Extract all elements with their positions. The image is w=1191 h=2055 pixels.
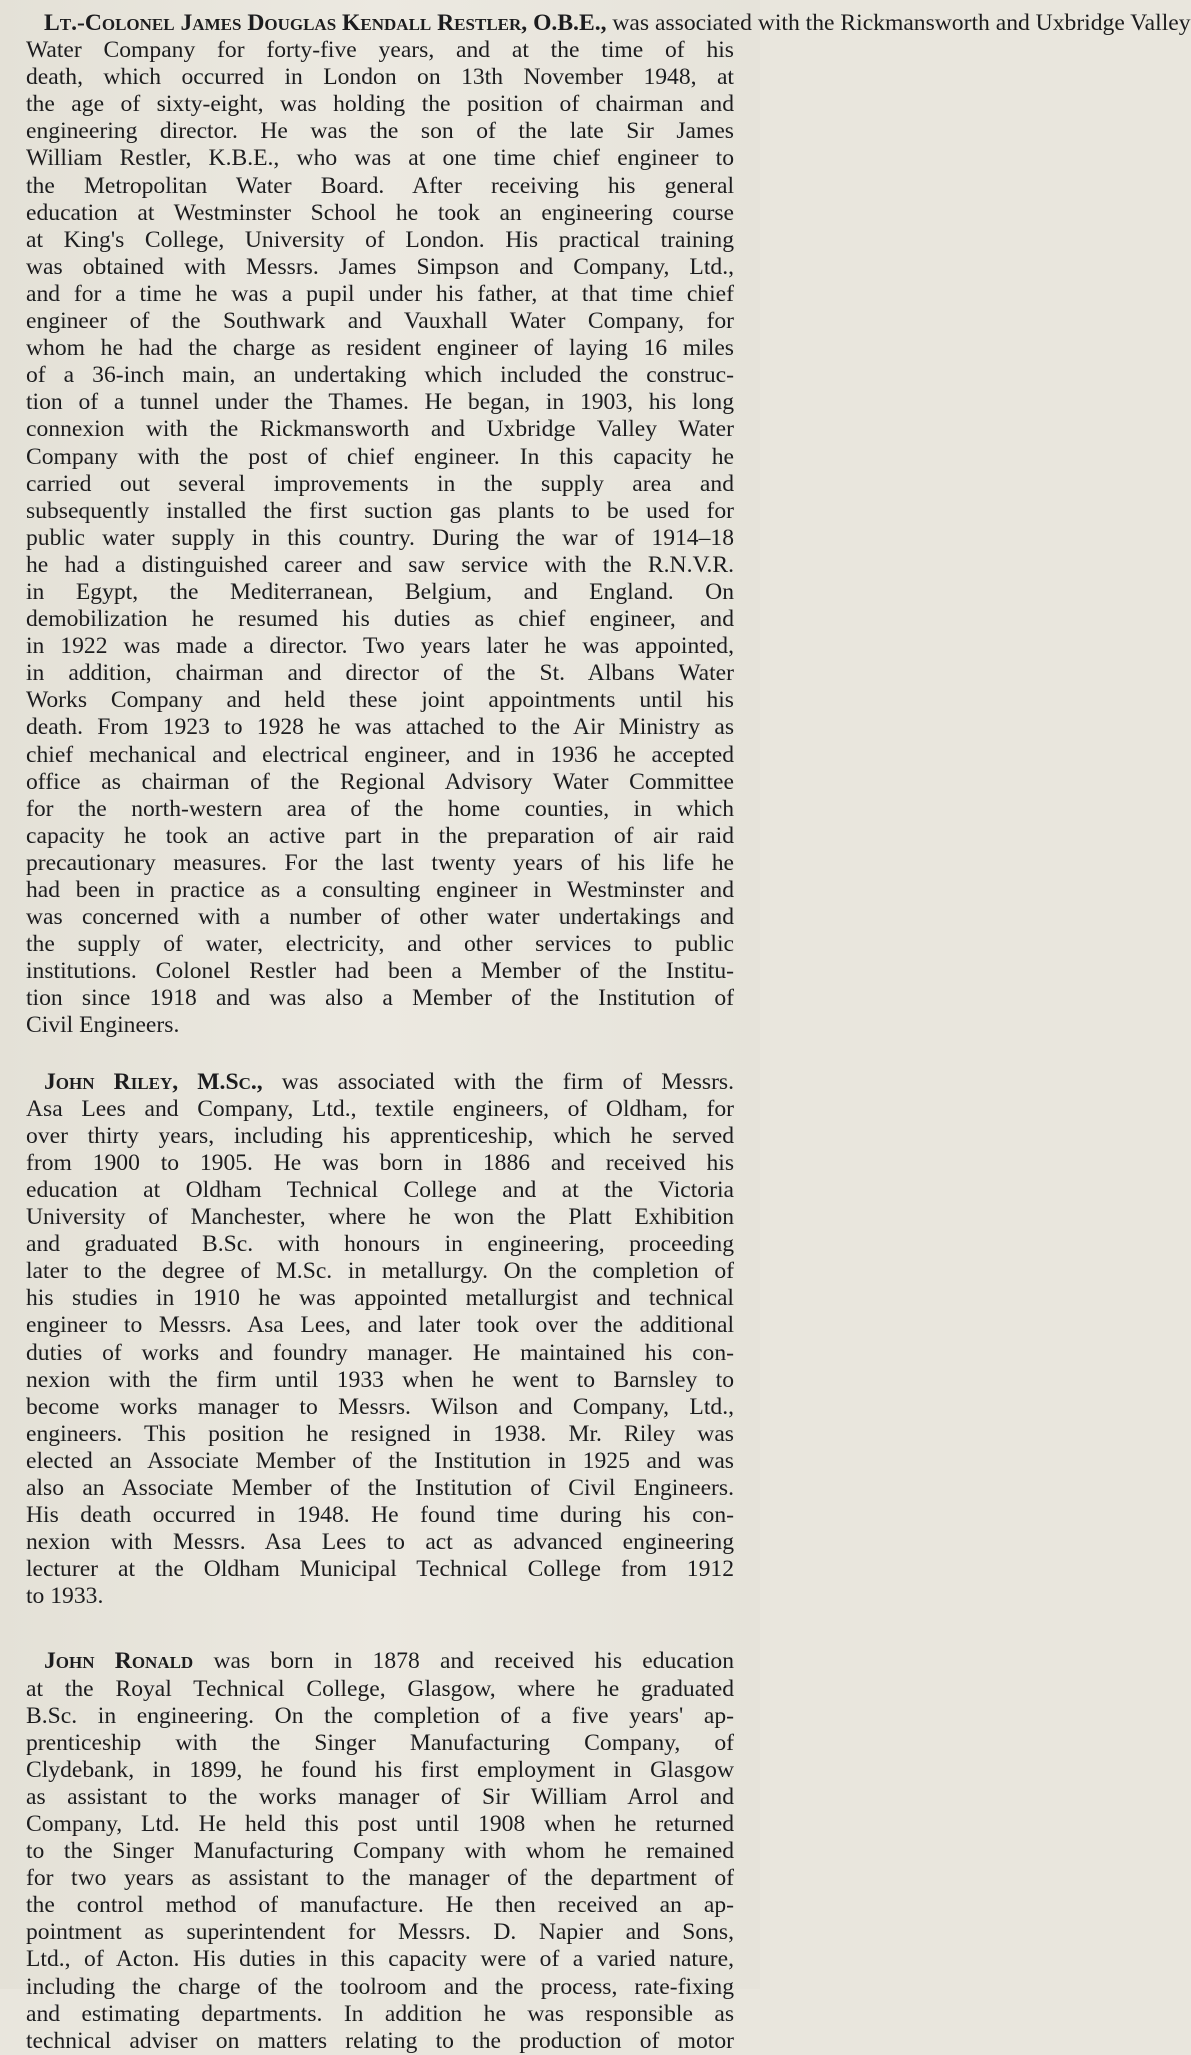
text-line bbox=[26, 1892, 734, 1919]
line-text: engineers. This position he resigned in 1938. Mr. Riley was bbox=[26, 1420, 734, 1447]
line-text: tion since 1918 and was also a Member of the Institution of bbox=[26, 985, 734, 1012]
text-line bbox=[26, 145, 734, 172]
line-text: Water Company for forty-five years, and at the time of his bbox=[26, 37, 734, 64]
line-text: at King's College, University of London. His practical training bbox=[26, 226, 734, 253]
line-text: in Egypt, the Mediterranean, Belgium, and England. On bbox=[26, 578, 734, 605]
text-line bbox=[26, 335, 734, 362]
text-line bbox=[26, 1123, 734, 1150]
line-text: engineer to Messrs. Asa Lees, and later took over the additional bbox=[26, 1312, 734, 1339]
text-line bbox=[26, 796, 734, 823]
line-text: William Restler, K.B.E., who was at one time chief engineer to bbox=[26, 145, 734, 172]
line-text: Works Company and held these joint appointments until his bbox=[26, 687, 734, 714]
line-text: the age of sixty-eight, was holding the position of chairman and bbox=[26, 91, 734, 118]
text-line bbox=[26, 1583, 734, 1610]
text-line bbox=[26, 823, 734, 850]
text-line bbox=[26, 1340, 734, 1367]
text-line bbox=[26, 118, 734, 145]
text-line bbox=[26, 389, 734, 416]
line-text: public water supply in this country. During the war of 1914–18 bbox=[26, 524, 734, 551]
line-text: prenticeship with the Singer Manufacturing Company, of bbox=[26, 1729, 734, 1756]
text-line bbox=[26, 1502, 734, 1529]
obituary-entry-riley bbox=[26, 1069, 734, 1611]
line-text: over thirty years, including his apprenticeship, which he served bbox=[26, 1122, 734, 1149]
line-text: also an Associate Member of the Institution of Civil Engineers. bbox=[26, 1474, 734, 1501]
line-text: education at Oldham Technical College and at the Victoria bbox=[26, 1176, 734, 1203]
line-text: carried out several improvements in the supply area and bbox=[26, 470, 734, 497]
text-line bbox=[26, 769, 734, 796]
line-text: engineer of the Southwark and Vauxhall Water Company, for bbox=[26, 308, 734, 335]
text-line bbox=[26, 227, 734, 254]
text-line bbox=[26, 308, 734, 335]
text-line bbox=[26, 2001, 734, 2028]
text-line bbox=[26, 10, 1191, 37]
line-text: Asa Lees and Company, Ltd., textile engineers, of Oldham, for bbox=[26, 1095, 734, 1122]
text-line bbox=[26, 850, 734, 877]
line-text: was born in 1878 and received his education bbox=[193, 1648, 734, 1675]
person-name: Lt.-Colonel James Douglas Kendall Restler, O.B.E., bbox=[44, 10, 607, 36]
line-text: nexion with the firm until 1933 when he went to Barnsley to bbox=[26, 1366, 734, 1393]
line-text: capacity he took an active part in the preparation of air raid bbox=[26, 822, 734, 849]
text-line bbox=[26, 1757, 734, 1784]
line-text: subsequently installed the first suction gas plants to be used for bbox=[26, 497, 734, 524]
text-line bbox=[26, 2028, 734, 2055]
text-line bbox=[26, 91, 734, 118]
line-text: had been in practice as a consulting engineer in Westminster and bbox=[26, 877, 734, 903]
text-line bbox=[26, 985, 734, 1012]
text-line bbox=[26, 498, 734, 525]
line-text: Company, Ltd. He held this post until 1908 when he returned bbox=[26, 1811, 734, 1837]
text-line bbox=[26, 1946, 734, 1973]
text-line bbox=[26, 687, 734, 714]
text-line bbox=[26, 1394, 734, 1421]
text-line bbox=[26, 579, 734, 606]
text-line bbox=[26, 444, 734, 471]
line-text: to 1933. bbox=[26, 1583, 104, 1610]
line-text: Clydebank, in 1899, he found his first employment in Glasgow bbox=[26, 1756, 734, 1783]
text-line bbox=[26, 254, 734, 281]
text-line bbox=[26, 362, 734, 389]
text-line bbox=[26, 904, 734, 931]
text-line bbox=[26, 1838, 734, 1865]
line-text: was associated with the Rickmansworth and Uxbridge Valley bbox=[606, 10, 1191, 36]
line-text: chief mechanical and electrical engineer, and in 1936 he accepted bbox=[26, 741, 734, 768]
line-text: the control method of manufacture. He then received an ap- bbox=[26, 1892, 734, 1919]
text-line bbox=[26, 1556, 734, 1583]
text-line bbox=[26, 200, 734, 227]
line-text: become works manager to Messrs. Wilson and Company, Ltd., bbox=[26, 1393, 734, 1420]
line-text: elected an Associate Member of the Institution in 1925 and was bbox=[26, 1447, 734, 1474]
line-text: for two years as assistant to the manager of the department of bbox=[26, 1865, 734, 1892]
text-line bbox=[26, 606, 734, 633]
text-line bbox=[26, 471, 734, 498]
line-text: was concerned with a number of other water undertakings and bbox=[26, 904, 734, 931]
text-line bbox=[26, 1448, 734, 1475]
text-line bbox=[26, 1285, 734, 1312]
text-line bbox=[26, 1012, 734, 1039]
text-line bbox=[26, 1177, 734, 1204]
line-text: his studies in 1910 he was appointed metallurgist and technical bbox=[26, 1285, 734, 1312]
text-line bbox=[26, 1367, 734, 1394]
line-text: B.Sc. in engineering. On the completion of a five years' ap- bbox=[26, 1702, 734, 1729]
text-line bbox=[26, 1069, 734, 1096]
line-text: as assistant to the works manager of Sir William Arrol and bbox=[26, 1783, 734, 1810]
text-line bbox=[26, 931, 734, 958]
text-line bbox=[26, 877, 734, 904]
line-text: at the Royal Technical College, Glasgow, where he graduated bbox=[26, 1675, 734, 1702]
text-line bbox=[26, 552, 734, 579]
line-text: was obtained with Messrs. James Simpson and Company, Ltd., bbox=[26, 253, 734, 280]
text-line bbox=[26, 1529, 734, 1556]
text-line bbox=[26, 525, 734, 552]
line-text: and graduated B.Sc. with honours in engineering, proceeding bbox=[26, 1231, 734, 1258]
line-text: Ltd., of Acton. His duties in this capacity were of a varied nature, bbox=[26, 1946, 734, 1973]
line-text: Civil Engineers. bbox=[26, 1012, 180, 1039]
line-text: tion of a tunnel under the Thames. He began, in 1903, his long bbox=[26, 389, 734, 416]
line-text: pointment as superintendent for Messrs. D. Napier and Sons, bbox=[26, 1919, 734, 1946]
line-text: lecturer at the Oldham Municipal Technical College from 1912 bbox=[26, 1556, 734, 1583]
line-text: of a 36-inch main, an undertaking which included the construc- bbox=[26, 362, 734, 389]
line-text: later to the degree of M.Sc. in metallurgy. On the completion of bbox=[26, 1258, 734, 1285]
text-line bbox=[26, 1421, 734, 1448]
text-line bbox=[26, 1312, 734, 1339]
line-text: from 1900 to 1905. He was born in 1886 and received his bbox=[26, 1149, 734, 1176]
text-line bbox=[26, 281, 734, 308]
line-text: to the Singer Manufacturing Company with whom he remained bbox=[26, 1838, 734, 1865]
line-text: office as chairman of the Regional Advisory Water Committee bbox=[26, 768, 734, 795]
line-text: death. From 1923 to 1928 he was attached to the Air Ministry as bbox=[26, 714, 734, 741]
line-text: was associated with the firm of Messrs. bbox=[262, 1068, 735, 1095]
text-line bbox=[26, 1784, 734, 1811]
line-text: whom he had the charge as resident engineer of laying 16 miles bbox=[26, 335, 734, 362]
line-text: His death occurred in 1948. He found time during his con- bbox=[26, 1502, 734, 1529]
line-text: duties of works and foundry manager. He maintained his con- bbox=[26, 1339, 734, 1366]
line-text: for the north-western area of the home counties, in which bbox=[26, 795, 734, 822]
text-line bbox=[26, 1648, 734, 1675]
line-text: demobilization he resumed his duties as chief engineer, and bbox=[26, 606, 734, 633]
line-text: death, which occurred in London on 13th November 1948, at bbox=[26, 64, 734, 91]
text-line bbox=[26, 1676, 734, 1703]
line-text: he had a distinguished career and saw service with the R.N.V.R. bbox=[26, 551, 734, 578]
text-line bbox=[26, 633, 734, 660]
line-text: including the charge of the toolroom and the process, rate-fixing bbox=[26, 1973, 734, 2000]
text-line bbox=[26, 1204, 734, 1231]
text-line bbox=[26, 1730, 734, 1757]
line-text: in addition, chairman and director of the St. Albans Water bbox=[26, 660, 734, 687]
text-line bbox=[26, 37, 734, 64]
text-line bbox=[26, 1096, 734, 1123]
person-name: John Ronald bbox=[44, 1648, 194, 1675]
line-text: in 1922 was made a director. Two years later he was appointed, bbox=[26, 633, 734, 660]
line-text: technical adviser on matters relating to the production of motor bbox=[26, 2027, 734, 2054]
line-text: the supply of water, electricity, and other services to public bbox=[26, 931, 734, 958]
text-line bbox=[26, 416, 734, 443]
text-line bbox=[26, 173, 734, 200]
line-text: and estimating departments. In addition he was responsible as bbox=[26, 2000, 734, 2027]
line-text: education at Westminster School he took an engineering course bbox=[26, 199, 734, 226]
line-text: engineering director. He was the son of the late Sir James bbox=[26, 118, 734, 145]
text-line bbox=[26, 64, 734, 91]
line-text: the Metropolitan Water Board. After receiving his general bbox=[26, 172, 734, 199]
text-line bbox=[26, 1475, 734, 1502]
line-text: institutions. Colonel Restler had been a Member of the Institu- bbox=[26, 958, 734, 985]
text-line bbox=[26, 714, 734, 741]
line-text: and for a time he was a pupil under his father, at that time chief bbox=[26, 280, 734, 307]
text-line bbox=[26, 958, 734, 985]
text-line bbox=[26, 1258, 734, 1285]
line-text: connexion with the Rickmansworth and Uxbridge Valley Water bbox=[26, 416, 734, 443]
obituary-entry-restler bbox=[26, 10, 1191, 1040]
person-name: John Riley, M.Sc., bbox=[44, 1068, 263, 1095]
text-line bbox=[26, 1919, 734, 1946]
text-line bbox=[26, 1150, 734, 1177]
text-line bbox=[26, 1811, 734, 1838]
text-line bbox=[26, 1231, 734, 1258]
line-text: Company with the post of chief engineer. In this capacity he bbox=[26, 443, 734, 470]
text-line bbox=[26, 742, 734, 769]
line-text: nexion with Messrs. Asa Lees to act as advanced engineering bbox=[26, 1529, 734, 1556]
line-text: University of Manchester, where he won the Platt Exhibition bbox=[26, 1204, 734, 1231]
text-line bbox=[26, 1974, 734, 2001]
text-line bbox=[26, 1703, 734, 1730]
obituary-entry-ronald bbox=[26, 1648, 734, 2054]
text-line bbox=[26, 660, 734, 687]
text-line bbox=[26, 1865, 734, 1892]
line-text: precautionary measures. For the last twenty years of his life he bbox=[26, 849, 734, 876]
